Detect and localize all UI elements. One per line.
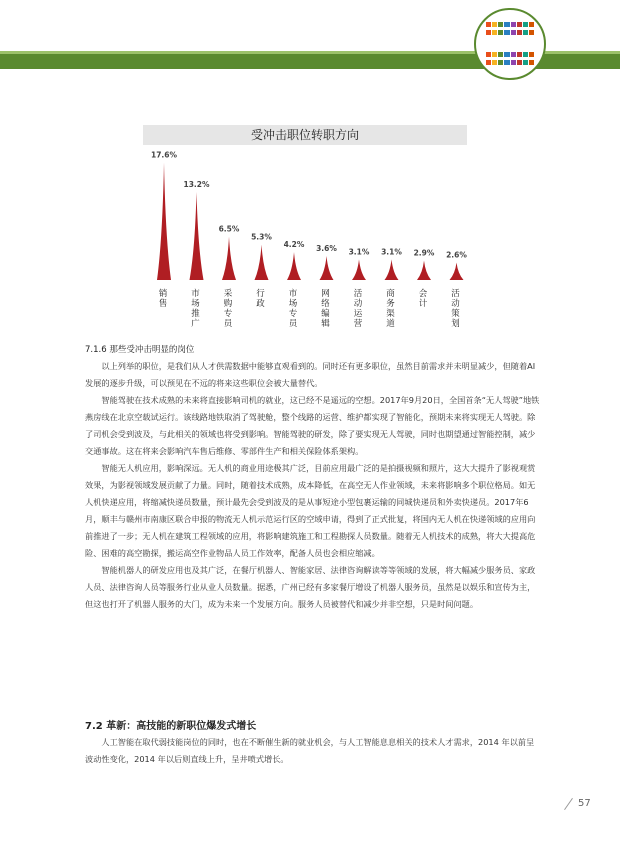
value-label-2: 6.5%	[218, 224, 240, 234]
value-label-0: 17.6%	[150, 150, 178, 160]
category-label-5: 网络编辑	[321, 289, 330, 329]
category-label-1: 市场推广	[191, 289, 200, 329]
bar-8	[417, 261, 431, 280]
section-7-1-6-body	[85, 358, 540, 613]
bar-0	[157, 163, 171, 280]
chart-title: 受冲击职位转职方向	[143, 125, 467, 145]
report-logo	[474, 8, 546, 80]
paragraph-7-2: 人工智能在取代弱技能岗位的同时，也在不断催生新的就业机会，与人工智能息息相关的技术人才需求，2014 年以前呈波动性变化，2014 年以后则直线上升，呈井喷式增长。	[85, 737, 535, 764]
category-label-2: 采购专员	[223, 289, 233, 329]
value-label-8: 2.9%	[413, 248, 435, 258]
value-label-1: 13.2%	[183, 180, 210, 189]
category-label-0: 销售	[158, 289, 168, 309]
page-number-slash	[564, 798, 573, 810]
paragraph-3: 智能无人机应用，影响深远。无人机的商业用途极其广泛，目前应用最广泛的是拍摄视频和照片，这大大提升了影视观赏效果，为影视领域发展贡献了力量。同时，随着技术成熟，成本降低，在高空无人作业领域，未来将影响多个职位格局。如无人机快递应用，将缩减快递员数量，预计最先会受到波及的是从事短途小型包裹运输的同城快递员和外卖快递员。2017年6月，顺丰与赣州市南康区联合申报的物流无人机示范运行区的空域申请，得到了正式批复，将国内无人机在快递领域的应用向前推进了一步；无人机在建筑工程领域的应用，将影响建筑施工和工程勘探人员数量。随着无人机技术的成熟，将大大提高危险、困难的高空勘探，搬运高空作业物品人员工作效率，配备人员也会相应缩减。	[85, 463, 536, 558]
bar-5	[320, 256, 334, 280]
bar-6	[352, 259, 366, 280]
category-label-8: 会计	[418, 289, 428, 309]
value-label-3: 5.3%	[251, 232, 272, 242]
section-heading-7-2: 7.2 革新：高技能的新职位爆发式增长	[85, 721, 257, 732]
page-number: 57	[578, 798, 591, 809]
value-label-5: 3.6%	[316, 244, 337, 253]
bar-1	[190, 192, 204, 280]
value-label-9: 2.6%	[446, 250, 467, 260]
bar-2	[222, 237, 236, 280]
bar-9	[450, 263, 464, 280]
value-label-6: 3.1%	[348, 247, 370, 257]
logo-pattern	[486, 22, 534, 66]
paragraph-4: 智能机器人的研发应用也及其广泛，在餐厅机器人、智能家居、法律咨询解读等等领域的发展，将大幅减少服务员、家政人员、法律咨询人员等服务行业从业人员数量。据悉，广州已经有多家餐厅增设了机器人服务员，虽然是以娱乐和宣传为主，但这也打开了机器人服务的大门，成为未来一个发展方向。服务人员被替代和减少并非空想，只是时间问题。	[85, 565, 536, 609]
paragraph-1: 以上列举的职位，是我们从人才供需数据中能够直观看到的。同时还有更多职位，虽然目前需求并未明显减少，但随着AI发展的逐步升级，可以预见在不远的将来这些职位会被大量替代。	[85, 361, 536, 388]
category-label-4: 市场专员	[288, 289, 298, 329]
category-label-9: 活动策划	[451, 289, 460, 329]
category-label-6: 活动运营	[353, 289, 363, 329]
category-label-3: 行政	[256, 289, 265, 309]
category-label-7: 商务渠道	[386, 289, 395, 329]
value-label-4: 4.2%	[283, 240, 305, 249]
paragraph-2: 智能驾驶在技术成熟的未来将直接影响司机的就业，这已经不是遥远的空想。2017年9月20日，全国首条“无人驾驶”地铁燕房线在北京空载试运行。该线路地铁取消了驾驶舱，整个线路的运营、维护都实现了智能化，预期未来将实现无人驾驶。除了司机会受到波及，与此相关的领域也将受到影响。智能驾驶的研发，除了要实现无人驾驶，同时也期望通过智能控制，减少交通事故。这在将来会影响汽车售后维修、零部件生产和相关保险体系架构。	[85, 395, 540, 456]
bar-3	[255, 245, 269, 280]
value-label-7: 3.1%	[381, 247, 402, 257]
bar-chart	[140, 148, 480, 338]
section-heading-7-1-6: 7.1.6 那些受冲击明显的岗位	[85, 345, 195, 355]
bar-4	[287, 252, 301, 280]
bar-7	[385, 259, 399, 280]
section-7-2-body	[85, 734, 540, 768]
